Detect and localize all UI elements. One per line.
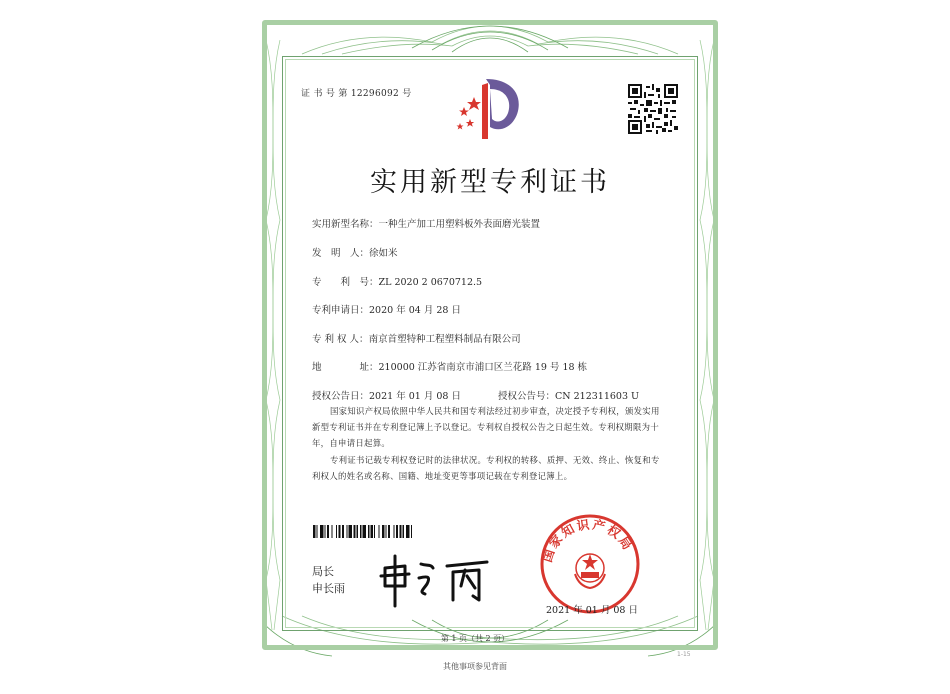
barcode-bar	[342, 525, 344, 538]
qr-code-icon	[628, 84, 678, 134]
field-label: 授权公告日：	[312, 391, 370, 402]
page-info: 第 1 页（共 2 页）	[440, 634, 510, 643]
barcode-bar	[331, 525, 332, 538]
barcode-bar	[346, 525, 347, 538]
footer-note: 其他事项参见背面	[443, 662, 507, 671]
field-application-date	[312, 302, 461, 316]
barcode-bar	[396, 525, 398, 538]
field-grant-date	[312, 388, 461, 402]
barcode-bar	[327, 525, 329, 538]
field-announcement-number	[498, 388, 639, 402]
field-value: ZL 2020 2 0670712.5	[378, 277, 483, 288]
barcode-bar	[379, 525, 380, 538]
field-address	[312, 359, 587, 373]
field-utility-model-name	[312, 216, 540, 230]
director-name: 申长雨	[312, 582, 345, 595]
seal-text: 国家知识产权局	[539, 516, 637, 564]
field-label: 实用新型名称：	[312, 219, 379, 230]
barcode-bar	[374, 525, 375, 538]
barcode-bar	[368, 525, 369, 538]
director-title: 局长	[312, 565, 334, 578]
barcode-bar	[353, 525, 355, 538]
field-value: 2020 年 04 月 28 日	[369, 305, 461, 316]
field-value: 2021 年 01 月 08 日	[369, 391, 461, 402]
field-label: 授权公告号：	[498, 391, 556, 402]
barcode-bar	[313, 525, 315, 538]
field-value: 南京首塑特种工程塑料制品有限公司	[368, 334, 521, 345]
barcode-bar	[403, 525, 404, 538]
cnipa-logo-icon	[452, 75, 524, 143]
barcode-bar	[388, 525, 390, 538]
field-label: 地 址：	[312, 362, 379, 373]
barcode-bar	[320, 525, 323, 538]
field-value: CN 212311603 U	[555, 391, 640, 402]
legal-paragraph-2: 专利证书记载专利权登记时的法律状况。专利权的转移、质押、无效、终止、恢复和专利权人的姓名或名称、国籍、地址变更等事项记载在专利登记簿上。	[312, 455, 660, 481]
barcode-bar	[371, 525, 373, 538]
field-label: 专利申请日：	[312, 305, 370, 316]
barcode-bar	[385, 525, 386, 538]
barcode-bar	[357, 525, 358, 538]
svg-text:国家知识产权局	[539, 516, 636, 563]
seal-date: 2021 年 01 月 08 日	[546, 605, 638, 616]
barcode-bar	[316, 525, 317, 538]
barcode-bar	[336, 525, 337, 538]
barcode-bar	[399, 525, 401, 538]
field-label: 发 明 人：	[312, 248, 370, 259]
field-label: 专 利 权 人：	[312, 334, 369, 345]
certificate-title: 实用新型专利证书	[370, 167, 610, 198]
barcode-bar	[394, 525, 395, 538]
barcode-bar	[411, 525, 412, 538]
field-value: 徐如米	[369, 248, 398, 259]
official-seal-icon	[535, 512, 645, 616]
barcode-bar	[349, 525, 352, 538]
barcode-bar	[325, 525, 326, 538]
certificate-number: 证 书 号 第 12296092 号	[301, 89, 412, 99]
field-value: 210000 江苏省南京市浦口区兰花路 19 号 18 栋	[378, 362, 588, 373]
barcode-bar	[362, 525, 365, 538]
field-label: 专 利 号：	[312, 277, 379, 288]
barcode-bar	[338, 525, 340, 538]
field-patentee	[312, 331, 521, 345]
barcode-bar	[406, 525, 409, 538]
field-value: 一种生产加工用塑料板外表面磨光装置	[378, 219, 541, 230]
director-signature-icon	[375, 550, 495, 610]
barcode-bar	[360, 525, 361, 538]
legal-paragraph-1: 国家知识产权局依照中华人民共和国专利法经过初步审查，决定授予专利权，颁发实用新型专利证书并在专利登记簿上予以登记。专利权自授权公告之日起生效。专利权期限为十年，自申请日起算。	[312, 406, 660, 448]
barcode-bar	[382, 525, 384, 538]
corner-mark: 1-15	[677, 651, 691, 658]
field-patent-number	[312, 274, 482, 288]
barcode-icon	[313, 525, 458, 538]
field-inventor	[312, 245, 398, 259]
